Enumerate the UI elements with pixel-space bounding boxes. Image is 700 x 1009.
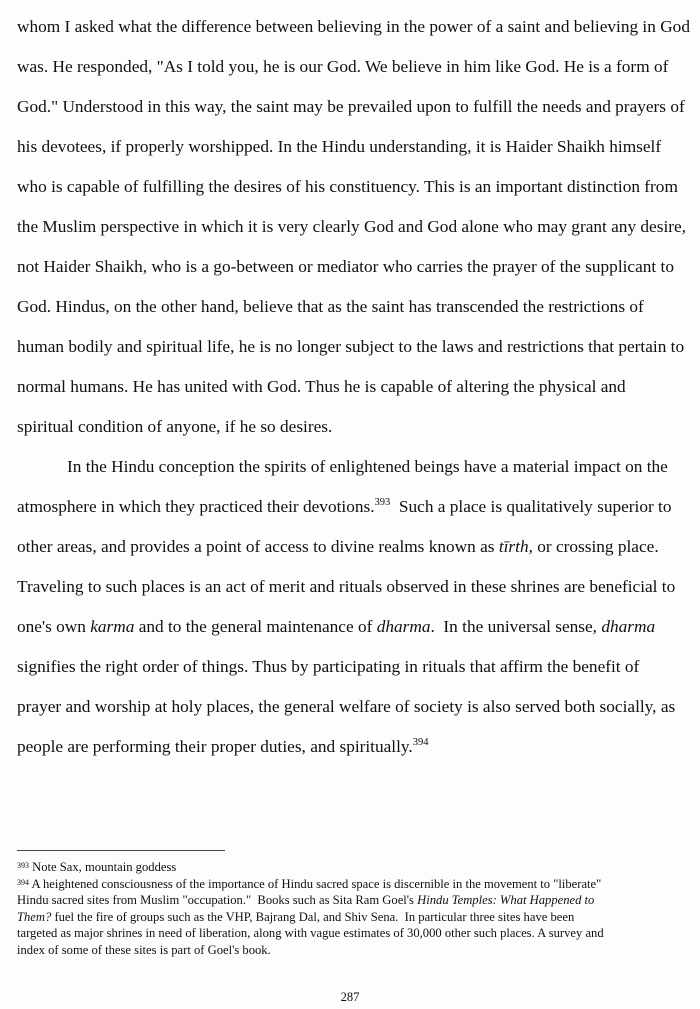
footnotes — [17, 859, 697, 959]
text-line — [17, 737, 697, 777]
footnote-text: Note Sax, mountain goddess — [29, 860, 177, 874]
emphasis-term: dharma — [376, 617, 431, 636]
text-line: Traveling to such places is an act of merit and rituals observed in these shrines are beneficial to — [17, 577, 676, 596]
footnote-line — [17, 892, 697, 909]
footnote-line — [17, 876, 697, 893]
text-line — [17, 497, 697, 537]
text-line: whom I asked what the difference between believing in the power of a saint and believing in God — [17, 17, 690, 36]
text-span: . In the universal sense, — [430, 617, 602, 636]
text-line: his devotees, if properly worshipped. In the Hindu understanding, it is Haider Shaikh himself — [17, 137, 662, 156]
text-span: other areas, and provides a point of access to divine realms known as — [17, 537, 499, 556]
footnote-394 — [17, 876, 697, 959]
text-line: human bodily and spiritual life, he is no longer subject to the laws and restrictions that pertain to — [17, 337, 685, 356]
text-span: and to the general maintenance of — [134, 617, 377, 636]
text-line: In the Hindu conception the spirits of enlightened beings have a material impact on the — [67, 457, 668, 476]
footnote-ref-393[interactable]: 393 — [374, 497, 391, 508]
text-span: people are performing their proper duties, and spiritually. — [17, 737, 413, 756]
footnote-line: index of some of these sites is part of Goel's book. — [17, 942, 271, 957]
page-number: 287 — [340, 990, 360, 1004]
footnote-393 — [17, 859, 697, 876]
text-line: God. Hindus, on the other hand, believe that as the saint has transcended the restrictions of — [17, 297, 644, 316]
text-span: , or crossing place. — [528, 537, 659, 556]
text-line — [17, 617, 697, 657]
text-line: was. He responded, "As I told you, he is our God. We believe in him like God. He is a form of — [17, 57, 669, 76]
book-title: Hindu Temples: What Happened to — [417, 893, 595, 908]
emphasis-term: tīrth — [498, 537, 529, 556]
text-span: one's own — [17, 617, 91, 636]
paragraph-2 — [17, 457, 697, 777]
text-line: God." Understood in this way, the saint may be prevailed upon to fulfill the needs and prayers of — [17, 97, 685, 116]
text-span: Such a place is qualitatively superior to — [390, 497, 672, 516]
footnote-ref-394[interactable]: 394 — [412, 737, 429, 748]
footnote-text: fuel the fire of groups such as the VHP, Bajrang Dal, and Shiv Sena. In particular three sites have been — [51, 909, 575, 924]
text-line: spiritual condition of anyone, if he so desires. — [17, 417, 333, 436]
text-line — [17, 537, 697, 577]
footnote-line: targeted as major shrines in need of liberation, along with vague estimates of 30,000 other such places. A survey and — [17, 926, 604, 941]
text-line: who is capable of fulfilling the desires of his constituency. This is an important distinction from — [17, 177, 678, 196]
text-line: not Haider Shaikh, who is a go-between or mediator who carries the prayer of the supplicant to — [17, 257, 674, 276]
footnote-text: A heightened consciousness of the importance of Hindu sacred space is discernible in the movement to "liberate" — [29, 876, 602, 891]
book-title: Them? — [17, 909, 52, 924]
footnote-number: 394 — [17, 877, 29, 887]
text-span: atmosphere in which they practiced their devotions. — [17, 497, 375, 516]
emphasis-term: karma — [90, 617, 135, 636]
main-text — [17, 17, 697, 777]
footnote-separator — [17, 850, 225, 851]
footnote-number: 393 — [17, 861, 29, 870]
text-line: normal humans. He has united with God. Thus he is capable of altering the physical and — [17, 377, 626, 396]
paragraph-1 — [17, 17, 697, 457]
footnote-line — [17, 909, 697, 926]
footnote-text: Hindu sacred sites from Muslim "occupation." Books such as Sita Ram Goel's — [17, 893, 418, 908]
text-line: the Muslim perspective in which it is very clearly God and God alone who may grant any desire, — [17, 217, 686, 236]
text-line: signifies the right order of things. Thus by participating in rituals that affirm the benefit of — [17, 657, 640, 676]
text-line: prayer and worship at holy places, the general welfare of society is also served both socially, as — [17, 697, 676, 716]
emphasis-term: dharma — [601, 617, 656, 636]
